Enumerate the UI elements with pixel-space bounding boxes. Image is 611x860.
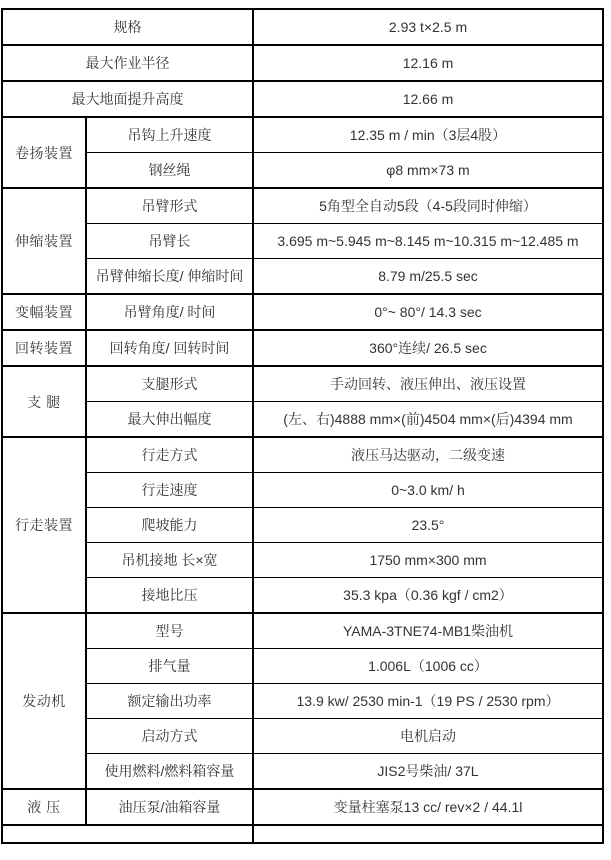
spec-value-cell: 1750 mm×300 mm [253, 543, 603, 578]
table-row-partial [2, 825, 603, 843]
spec-value-cell: 23.5° [253, 508, 603, 543]
spec-label-cell: 行走速度 [86, 473, 253, 508]
table-row [2, 578, 603, 614]
spec-value-cell [253, 825, 603, 843]
table-row [2, 117, 603, 153]
spec-label-cell: 规格 [2, 9, 253, 45]
table-row [2, 789, 603, 825]
spec-value-cell: 8.79 m/25.5 sec [253, 259, 603, 295]
table-row [2, 508, 603, 543]
table-row [2, 45, 603, 81]
spec-value-cell: 2.93 t×2.5 m [253, 9, 603, 45]
spec-label-cell: 回转角度/ 回转时间 [86, 330, 253, 366]
table-row [2, 81, 603, 117]
spec-value-cell: 液压马达驱动，二级变速 [253, 437, 603, 473]
spec-value-cell: 3.695 m~5.945 m~8.145 m~10.315 m~12.485 m [253, 224, 603, 259]
table-row [2, 153, 603, 189]
spec-table [1, 8, 604, 844]
table-row [2, 649, 603, 684]
spec-label-cell: 型号 [86, 613, 253, 649]
category-cell: 伸缩装置 [2, 188, 86, 294]
category-cell: 卷扬装置 [2, 117, 86, 188]
spec-label-cell: 最大伸出幅度 [86, 402, 253, 438]
spec-value-cell: 电机启动 [253, 719, 603, 754]
spec-value-cell: 0~3.0 km/ h [253, 473, 603, 508]
category-cell: 支 腿 [2, 366, 86, 437]
spec-label-cell [2, 825, 253, 843]
spec-value-cell: 变量柱塞泵13 cc/ rev×2 / 44.1l [253, 789, 603, 825]
category-cell: 行走装置 [2, 437, 86, 613]
table-row [2, 684, 603, 719]
table-row [2, 224, 603, 259]
spec-label-cell: 额定输出功率 [86, 684, 253, 719]
table-row [2, 613, 603, 649]
spec-label-cell: 接地比压 [86, 578, 253, 614]
spec-label-cell: 使用燃料/燃料箱容量 [86, 754, 253, 790]
table-row [2, 437, 603, 473]
spec-value-cell: 5角型全自动5段（4-5段同时伸缩） [253, 188, 603, 224]
spec-value-cell: φ8 mm×73 m [253, 153, 603, 189]
spec-value-cell: 0°~ 80°/ 14.3 sec [253, 294, 603, 330]
spec-label-cell: 钢丝绳 [86, 153, 253, 189]
spec-label-cell: 排气量 [86, 649, 253, 684]
spec-label-cell: 行走方式 [86, 437, 253, 473]
spec-value-cell: (左、右)4888 mm×(前)4504 mm×(后)4394 mm [253, 402, 603, 438]
category-cell: 变幅装置 [2, 294, 86, 330]
spec-label-cell: 最大作业半径 [2, 45, 253, 81]
table-row [2, 259, 603, 295]
spec-label-cell: 油压泵/油箱容量 [86, 789, 253, 825]
spec-label-cell: 吊钩上升速度 [86, 117, 253, 153]
spec-value-cell: JIS2号柴油/ 37L [253, 754, 603, 790]
table-row [2, 294, 603, 330]
spec-value-cell: 12.66 m [253, 81, 603, 117]
table-row [2, 754, 603, 790]
category-cell: 液 压 [2, 789, 86, 825]
spec-value-cell: 35.3 kpa（0.36 kgf / cm2） [253, 578, 603, 614]
spec-label-cell: 爬坡能力 [86, 508, 253, 543]
table-row [2, 366, 603, 402]
spec-value-cell: 360°连续/ 26.5 sec [253, 330, 603, 366]
category-cell: 发动机 [2, 613, 86, 789]
table-row [2, 188, 603, 224]
spec-label-cell: 吊臂长 [86, 224, 253, 259]
category-cell: 回转装置 [2, 330, 86, 366]
spec-value-cell: 12.16 m [253, 45, 603, 81]
table-row [2, 9, 603, 45]
spec-value-cell: 手动回转、液压伸出、液压设置 [253, 366, 603, 402]
spec-label-cell: 吊臂伸缩长度/ 伸缩时间 [86, 259, 253, 295]
table-row [2, 330, 603, 366]
table-row [2, 473, 603, 508]
table-row [2, 402, 603, 438]
spec-value-cell: 13.9 kw/ 2530 min-1（19 PS / 2530 rpm） [253, 684, 603, 719]
spec-value-cell: 12.35 m / min（3层4股） [253, 117, 603, 153]
spec-label-cell: 吊臂形式 [86, 188, 253, 224]
spec-label-cell: 吊臂角度/ 时间 [86, 294, 253, 330]
table-row [2, 543, 603, 578]
spec-label-cell: 支腿形式 [86, 366, 253, 402]
spec-value-cell: YAMA-3TNE74-MB1柴油机 [253, 613, 603, 649]
spec-value-cell: 1.006L（1006 cc） [253, 649, 603, 684]
spec-table-body [2, 9, 603, 843]
spec-label-cell: 吊机接地 长×宽 [86, 543, 253, 578]
spec-label-cell: 最大地面提升高度 [2, 81, 253, 117]
table-row [2, 719, 603, 754]
spec-label-cell: 启动方式 [86, 719, 253, 754]
